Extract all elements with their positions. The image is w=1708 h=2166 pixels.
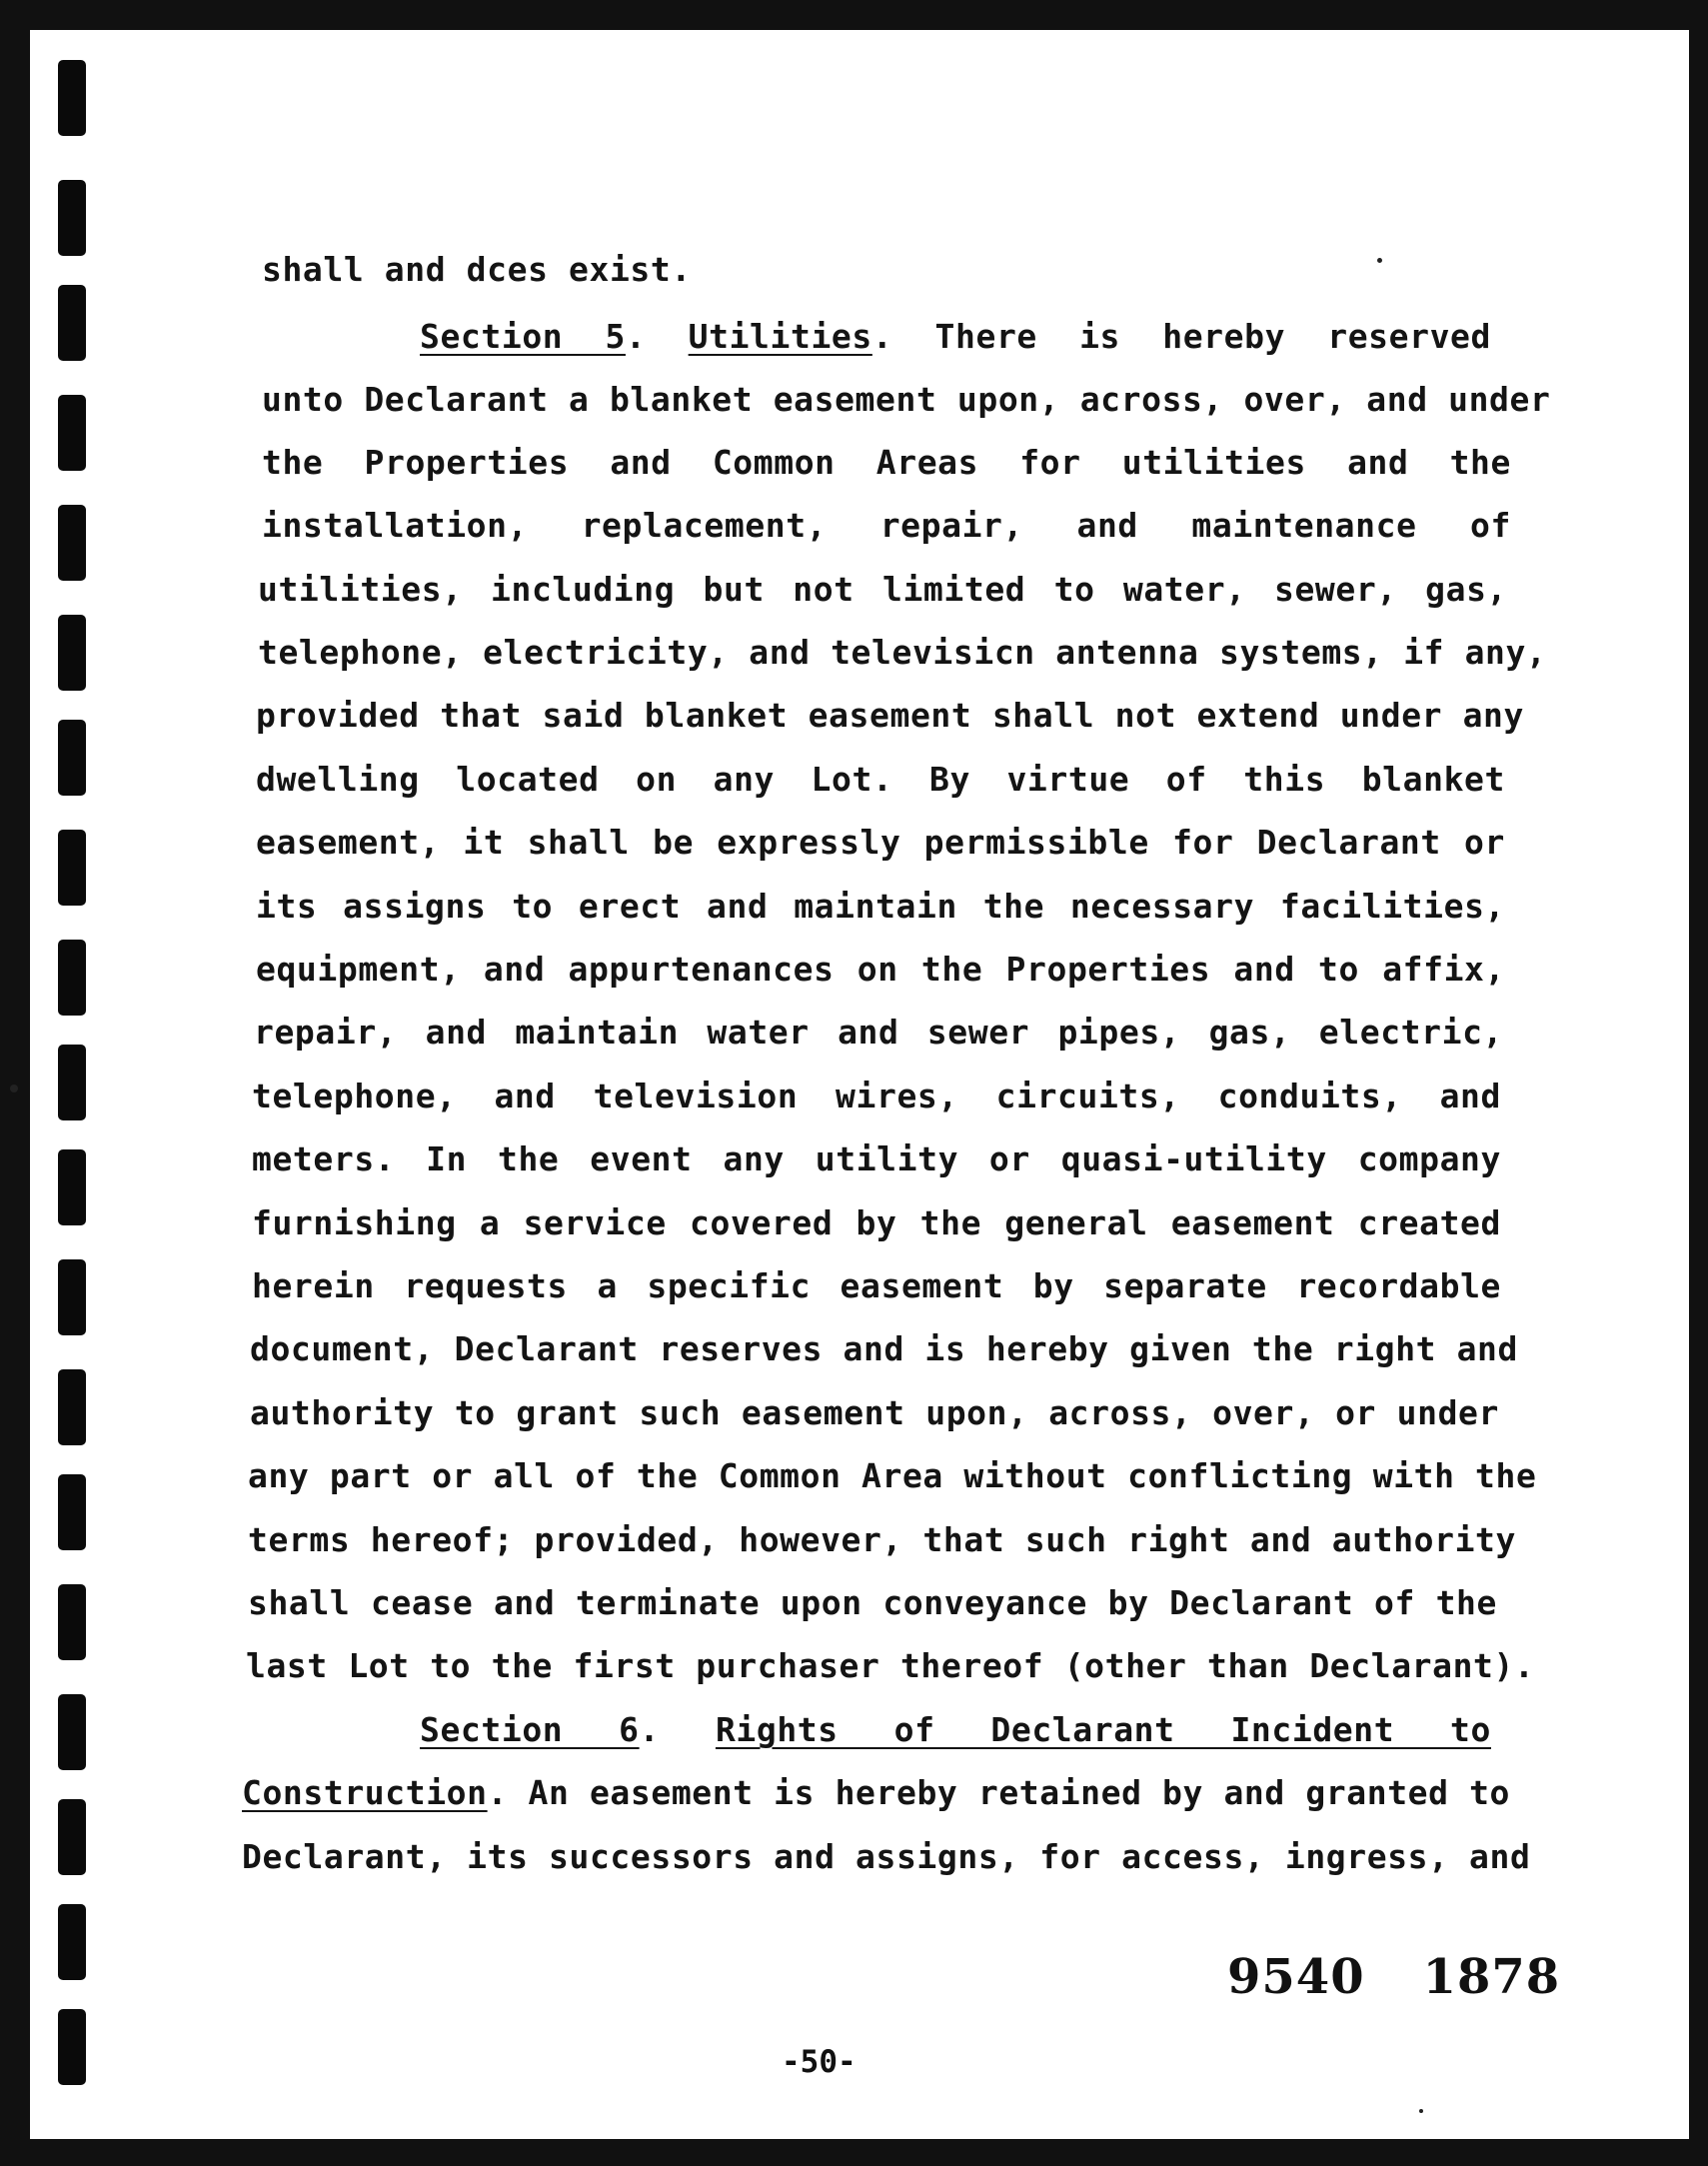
body-text: repair, and maintain water and sewer pipes, gas, electric, <box>254 1013 1503 1052</box>
body-text: telephone, and television wires, circuits, conduits, and <box>252 1077 1501 1115</box>
body-text: meters. In the event any utility or quasi-utility company <box>252 1139 1501 1178</box>
body-text: . There is hereby reserved <box>871 317 1491 356</box>
body-line <box>252 1203 1501 1243</box>
body-text: . <box>625 317 689 356</box>
body-text: . <box>639 1710 716 1749</box>
binding-hole <box>58 940 86 1016</box>
body-text: terms hereof; provided, however, that such right and authority <box>248 1520 1516 1559</box>
body-line <box>256 950 1505 990</box>
body-text: document, Declarant reserves and is hereby given the right and <box>250 1329 1518 1368</box>
binding-hole <box>58 2009 86 2085</box>
body-text: shall cease and terminate upon conveyance by Declarant of the <box>248 1583 1497 1622</box>
body-text: Declarant, its successors and assigns, for access, ingress, and <box>242 1837 1531 1876</box>
binding-hole <box>58 395 86 471</box>
body-line <box>250 1329 1518 1369</box>
body-text: shall and dces exist. <box>262 250 692 289</box>
underlined-heading-text: Utilities <box>688 317 872 356</box>
underlined-heading-text: Section 6 <box>420 1710 640 1749</box>
body-text: utilities, including but not limited to water, sewer, gas, <box>258 570 1507 609</box>
body-text: provided that said blanket easement shall not extend under any <box>256 696 1524 735</box>
body-line <box>242 1773 1511 1813</box>
body-text: authority to grant such easement upon, across, over, or under <box>250 1393 1499 1432</box>
body-text: installation, replacement, repair, and maintenance of <box>262 506 1511 545</box>
underlined-heading-text: Construction <box>242 1773 488 1812</box>
binding-hole <box>58 1474 86 1550</box>
page-number: -50- <box>782 2044 856 2080</box>
body-text: telephone, electricity, and televisicn antenna systems, if any, <box>258 633 1547 672</box>
binding-hole <box>58 830 86 906</box>
body-line <box>242 317 1491 357</box>
body-text: unto Declarant a blanket easement upon, across, over, and under <box>262 380 1551 419</box>
body-line <box>252 1266 1501 1306</box>
binding-hole <box>58 180 86 256</box>
body-line <box>262 443 1511 483</box>
body-line <box>256 887 1505 927</box>
body-line <box>262 250 1511 290</box>
body-line <box>242 1710 1491 1750</box>
body-line <box>262 506 1511 546</box>
binding-hole <box>58 1369 86 1445</box>
body-line <box>254 1013 1503 1053</box>
body-line <box>250 1393 1499 1433</box>
binding-hole <box>58 285 86 361</box>
document-number-left: 9540 <box>1227 1949 1365 2005</box>
body-line <box>258 633 1547 673</box>
document-number <box>1227 1949 1560 2005</box>
body-line <box>248 1583 1497 1623</box>
body-text: easement, it shall be expressly permissible for Declarant or <box>256 823 1505 862</box>
binding-hole <box>58 1149 86 1225</box>
body-text: equipment, and appurtenances on the Properties and to affix, <box>256 950 1505 989</box>
binding-hole <box>58 1259 86 1335</box>
document-number-right: 1878 <box>1422 1949 1561 2005</box>
binding-hole <box>58 505 86 581</box>
binding-hole <box>58 1045 86 1120</box>
body-text: any part or all of the Common Area without conflicting with the <box>248 1456 1537 1495</box>
body-line <box>246 1646 1535 1686</box>
body-line <box>248 1520 1516 1560</box>
underlined-heading-text: Section 5 <box>420 317 626 356</box>
body-line <box>256 823 1505 863</box>
body-text: furnishing a service covered by the general easement created <box>252 1203 1501 1242</box>
binding-hole <box>58 60 86 136</box>
body-line <box>258 570 1507 610</box>
body-line <box>252 1077 1501 1116</box>
body-text: last Lot to the first purchaser thereof (other than Declarant). <box>246 1646 1535 1685</box>
body-line <box>248 1456 1537 1496</box>
binding-hole <box>58 1694 86 1770</box>
binding-hole <box>58 615 86 691</box>
body-line <box>262 380 1551 420</box>
body-line <box>256 760 1505 800</box>
binding-hole <box>58 720 86 796</box>
body-text: herein requests a specific easement by separate recordable <box>252 1266 1501 1305</box>
binding-hole <box>58 1904 86 1980</box>
underlined-heading-text: Rights of Declarant Incident to <box>715 1710 1491 1749</box>
binding-hole <box>58 1799 86 1875</box>
body-text: its assigns to erect and maintain the necessary facilities, <box>256 887 1505 926</box>
body-text: . An easement is hereby retained by and granted to <box>487 1773 1511 1812</box>
body-line <box>256 696 1524 736</box>
scan-speck <box>10 1084 18 1092</box>
binding-hole <box>58 1584 86 1660</box>
body-text: the Properties and Common Areas for utilities and the <box>262 443 1511 482</box>
body-line <box>252 1139 1501 1179</box>
body-line <box>242 1837 1531 1877</box>
body-text: dwelling located on any Lot. By virtue of this blanket <box>256 760 1505 799</box>
scan-speck <box>1419 2109 1423 2113</box>
